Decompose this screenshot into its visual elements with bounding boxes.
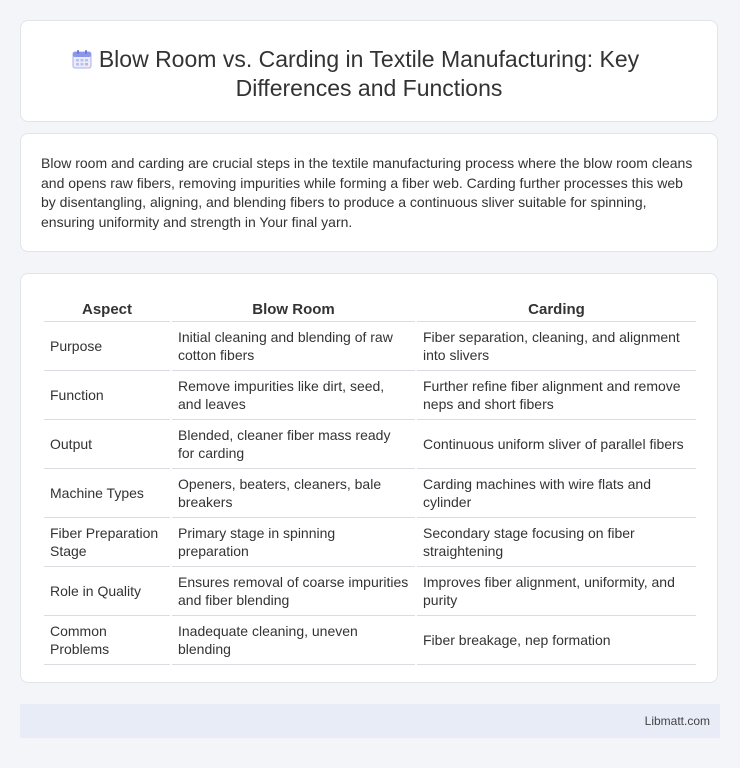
cell-carding: Improves fiber alignment, uniformity, and purity <box>417 567 696 616</box>
comparison-table <box>42 295 698 665</box>
table-row <box>44 616 696 665</box>
header-blow-room: Blow Room <box>172 295 415 322</box>
cell-carding: Secondary stage focusing on fiber straightening <box>417 518 696 567</box>
cell-blow-room: Ensures removal of coarse impurities and fiber blending <box>172 567 415 616</box>
cell-aspect: Role in Quality <box>44 567 170 616</box>
footer <box>20 704 720 738</box>
cell-blow-room: Remove impurities like dirt, seed, and leaves <box>172 371 415 420</box>
cell-blow-room: Inadequate cleaning, uneven blending <box>172 616 415 665</box>
table-row <box>44 567 696 616</box>
page-title <box>21 45 717 103</box>
comparison-table-card <box>20 273 718 683</box>
cell-blow-room: Initial cleaning and blending of raw cotton fibers <box>172 322 415 371</box>
cell-carding: Carding machines with wire flats and cylinder <box>417 469 696 518</box>
table-row <box>44 518 696 567</box>
cell-aspect: Common Problems <box>44 616 170 665</box>
table-header-row <box>44 295 696 322</box>
table-row <box>44 322 696 371</box>
cell-blow-room: Primary stage in spinning preparation <box>172 518 415 567</box>
intro-paragraph: Blow room and carding are crucial steps in the textile manufacturing process where the blow room cleans and opens raw fibers, removing impurities while forming a fiber web. Carding further processes this web by disentangling, aligning, and blending fibers to produce a continuous sliver suitable for spinning, ensuring uniformity and strength in Your final yarn. <box>41 155 693 230</box>
cell-carding: Fiber breakage, nep formation <box>417 616 696 665</box>
cell-carding: Continuous uniform sliver of parallel fibers <box>417 420 696 469</box>
cell-carding: Further refine fiber alignment and remove neps and short fibers <box>417 371 696 420</box>
page-title-line1: Blow Room vs. Carding in Textile Manufacturing: Key <box>98 46 640 72</box>
cell-carding: Fiber separation, cleaning, and alignment into slivers <box>417 322 696 371</box>
table-row <box>44 371 696 420</box>
cell-aspect: Output <box>44 420 170 469</box>
cell-blow-room: Openers, beaters, cleaners, bale breakers <box>172 469 415 518</box>
table-row <box>44 420 696 469</box>
cell-aspect: Purpose <box>44 322 170 371</box>
page-title-line2: Differences and Functions <box>235 75 503 101</box>
cell-blow-room: Blended, cleaner fiber mass ready for carding <box>172 420 415 469</box>
header-carding: Carding <box>417 295 696 322</box>
cell-aspect: Machine Types <box>44 469 170 518</box>
header-aspect: Aspect <box>44 295 170 322</box>
cell-aspect: Function <box>44 371 170 420</box>
table-row <box>44 469 696 518</box>
footer-brand-link[interactable]: Libmatt.com <box>644 714 710 728</box>
intro-card <box>20 133 718 252</box>
title-card <box>20 20 718 122</box>
cell-aspect: Fiber Preparation Stage <box>44 518 170 567</box>
